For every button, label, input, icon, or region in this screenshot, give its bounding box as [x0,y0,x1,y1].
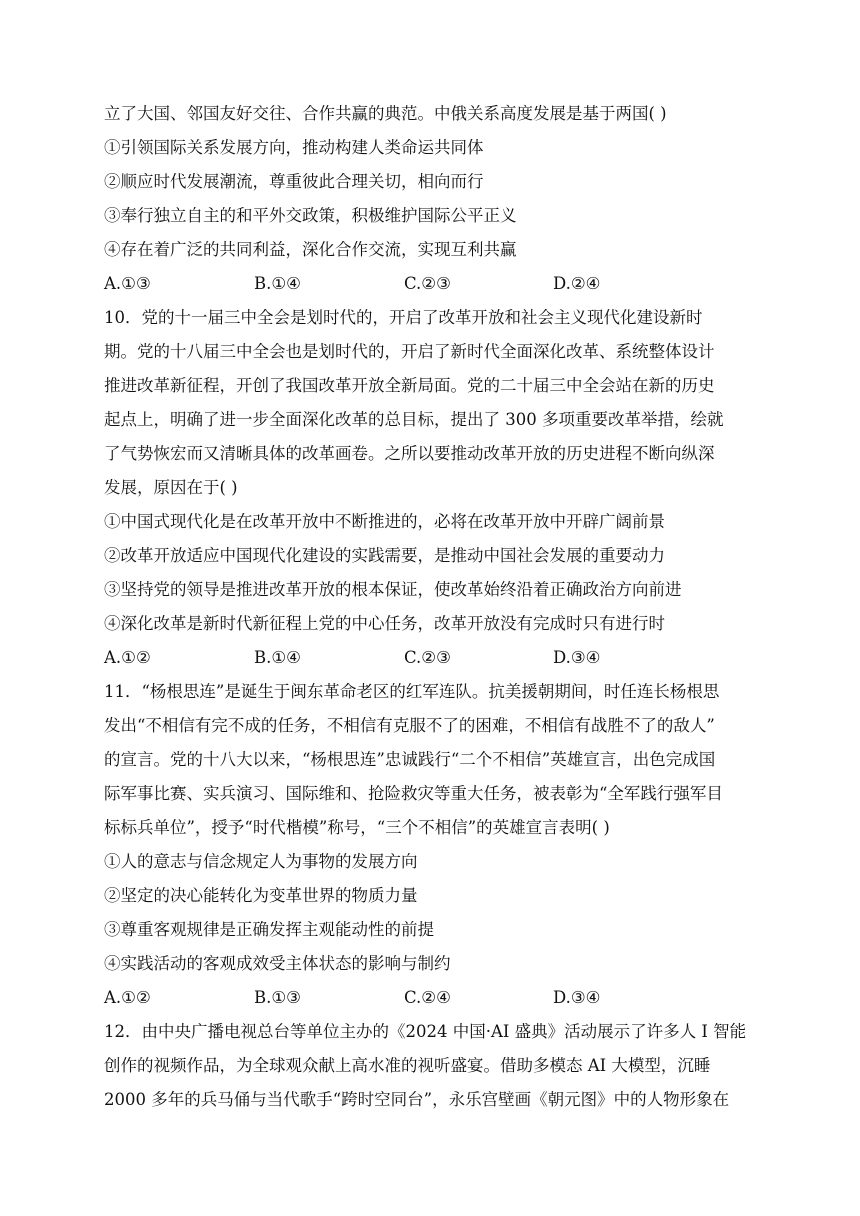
q11-item-2: ②坚定的决心能转化为变革世界的物质力量 [104,886,418,905]
q11-stem-line-2: 发出“不相信有完不成的任务，不相信有克服不了的困难，不相信有战胜不了的敌人” [104,716,715,735]
q10-stem-line-1: 10．党的十一届三中全会是划时代的，开启了改革开放和社会主义现代化建设新时 [104,308,703,327]
q9-option-b: B.①④ [254,274,301,293]
q11-stem-line-3: 的宣言。党的十八大以来，“杨根思连”忠诚践行“二个不相信”英雄宣言，出色完成国 [104,750,716,769]
q9-options [104,274,764,296]
q10-stem-line-3: 推进改革新征程，开创了我国改革开放全新局面。党的二十届三中全会站在新的历史 [104,376,715,395]
q11-option-d: D.③④ [553,988,601,1007]
q10-option-d: D.③④ [553,648,601,667]
q9-option-a: A.①③ [104,274,151,293]
q11-option-b: B.①③ [254,988,301,1007]
q10-options [104,648,764,670]
q12-stem-line-1: 12．由中央广播电视总台等单位主办的《2024 中国·AI 盛典》活动展示了许多人 I 智能 [104,1022,747,1041]
q9-item-4: ④存在着广泛的共同利益，深化合作交流，实现互利共赢 [104,240,517,259]
q11-option-a: A.①② [104,988,151,1007]
q9-item-3: ③奉行独立自主的和平外交政策，积极维护国际公平正义 [104,206,517,225]
q10-item-2: ②改革开放适应中国现代化建设的实践需要，是推动中国社会发展的重要动力 [104,546,665,565]
q9-option-c: C.②③ [404,274,451,293]
q10-option-a: A.①② [104,648,151,667]
q10-stem-line-6: 发展，原因在于( ) [104,478,238,497]
q11-item-1: ①人的意志与信念规定人为事物的发展方向 [104,852,418,871]
q10-option-b: B.①④ [254,648,301,667]
q9-option-d: D.②④ [553,274,601,293]
q12-stem-line-2: 创作的视频作品，为全球观众献上高水准的视听盛宴。借助多模态 AI 大模型，沉睡 [104,1056,711,1075]
q11-stem-line-4: 际军事比赛、实兵演习、国际维和、抢险救灾等重大任务，被表彰为“全军践行强军目 [104,784,723,803]
q10-stem-line-2: 期。党的十八届三中全会也是划时代的，开启了新时代全面深化改革、系统整体设计 [104,342,715,361]
q9-stem-continuation: 立了大国、邻国友好交往、合作共赢的典范。中俄关系高度发展是基于两国( ) [104,104,667,123]
q9-item-2: ②顺应时代发展潮流，尊重彼此合理关切，相向而行 [104,172,484,191]
q9-item-1: ①引领国际关系发展方向，推动构建人类命运共同体 [104,138,484,157]
q12-stem-line-3: 2000 多年的兵马俑与当代歌手“跨时空同台”，永乐宫壁画《朝元图》中的人物形象在 [104,1090,730,1109]
q11-stem-line-5: 标标兵单位”，授予“时代楷模”称号，“三个不相信”的英雄宣言表明( ) [104,818,610,837]
q10-option-c: C.②③ [404,648,451,667]
q11-item-3: ③尊重客观规律是正确发挥主观能动性的前提 [104,920,434,939]
q11-options [104,988,764,1010]
q10-item-1: ①中国式现代化是在改革开放中不断推进的，必将在改革开放中开辟广阔前景 [104,512,665,531]
q10-stem-line-5: 了气势恢宏而又清晰具体的改革画卷。之所以要推动改革开放的历史进程不断向纵深 [104,444,715,463]
q10-stem-line-4: 起点上，明确了进一步全面深化改革的总目标，提出了 300 多项重要改革举措，绘就 [104,410,724,429]
q11-option-c: C.②④ [404,988,451,1007]
q11-stem-line-1: 11．“杨根思连”是诞生于闽东革命老区的红军连队。抗美援朝期间，时任连长杨根思 [104,682,720,701]
q10-item-4: ④深化改革是新时代新征程上党的中心任务，改革开放没有完成时只有进行时 [104,614,665,633]
q11-item-4: ④实践活动的客观成效受主体状态的影响与制约 [104,954,451,973]
q10-item-3: ③坚持党的领导是推进改革开放的根本保证，使改革始终沿着正确政治方向前进 [104,580,682,599]
